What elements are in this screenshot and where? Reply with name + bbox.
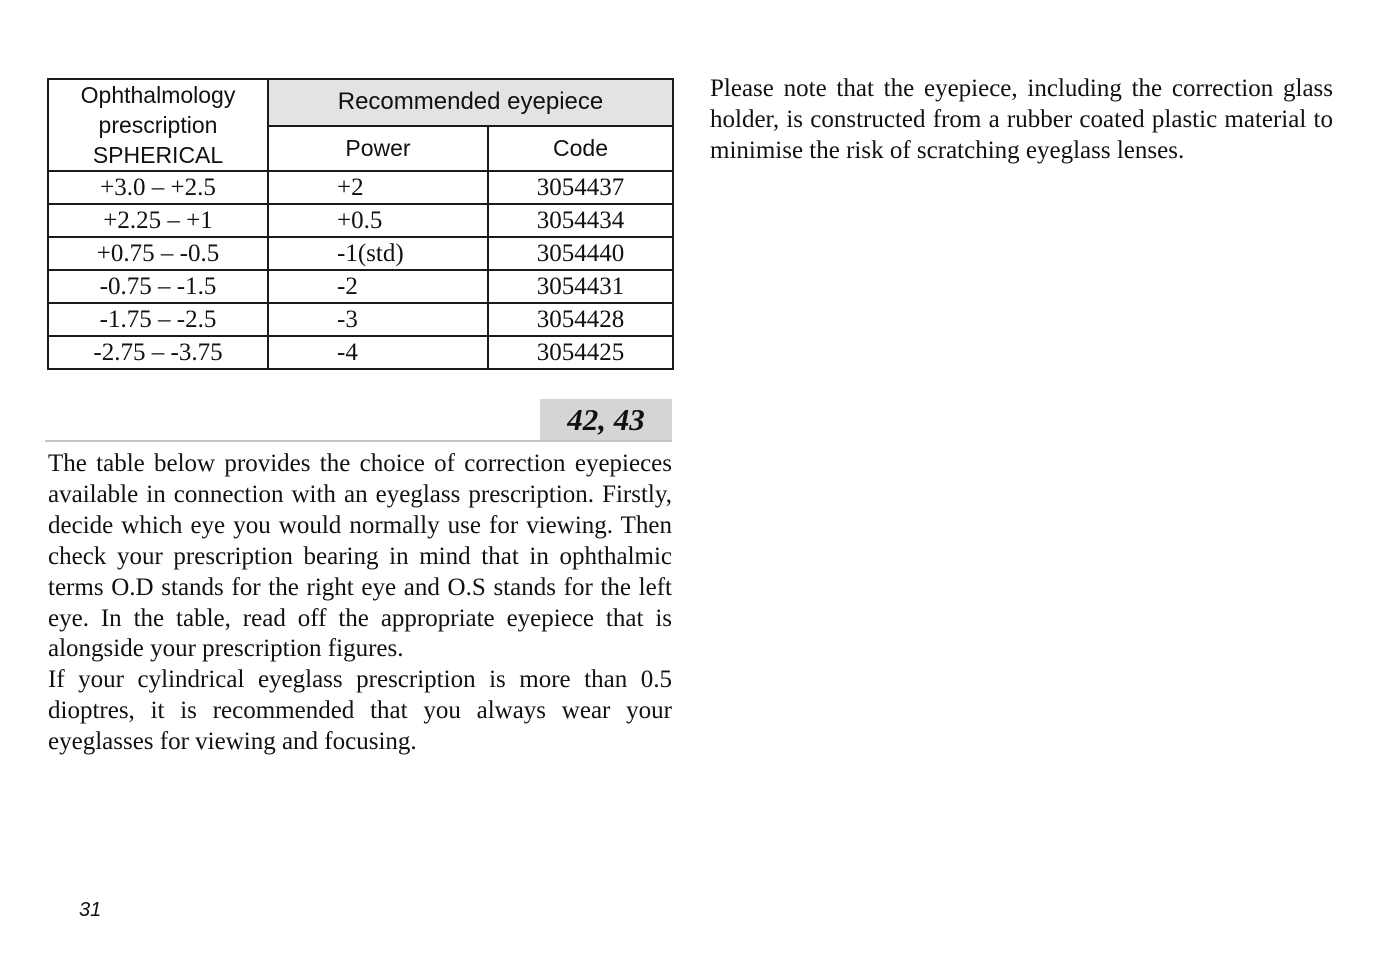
instructions-text: The table below provides the choice of correction eyepieces available in connection with an eyeglass prescription. Firstly, decide which eye you would normally use for viewing. Then check your prescription bearing in mind that in ophthalmic terms O.D stands for the right eye and O.S stands for the left eye. In the table, read off the appropriate eyepiece that is alongside your prescription figures. xyxy=(48,450,672,663)
table-row xyxy=(48,336,673,369)
cylindrical-note-text: If your cylindrical eyeglass prescription is more than 0.5 dioptres, it is recommended that you always wear your eyeglasses for viewing and focusing. xyxy=(48,666,672,756)
table-row xyxy=(48,270,673,303)
prescription-cell: -1.75 – -2.5 xyxy=(48,303,268,336)
code-cell: 3054431 xyxy=(488,270,673,303)
prescription-cell: -0.75 – -1.5 xyxy=(48,270,268,303)
prescription-cell: +0.75 – -0.5 xyxy=(48,237,268,270)
prescription-header-line: SPHERICAL xyxy=(92,142,224,168)
code-cell: 3054437 xyxy=(488,171,673,204)
material-note-paragraph: Please note that the eyepiece, including the correction glass holder, is constructed from a rubber coated plastic material to minimise the risk of scratching eyeglass lenses. xyxy=(710,75,1333,164)
prescription-header xyxy=(48,79,268,171)
recommended-eyepiece-header: Recommended eyepiece xyxy=(268,79,673,126)
table-row xyxy=(48,171,673,204)
power-header: Power xyxy=(268,126,488,172)
prescription-cell: -2.75 – -3.75 xyxy=(48,336,268,369)
instructions-paragraph xyxy=(48,449,672,758)
eyepiece-table xyxy=(47,78,674,370)
code-cell: 3054434 xyxy=(488,204,673,237)
power-cell: -3 xyxy=(268,303,488,336)
code-header: Code xyxy=(488,126,673,172)
power-cell: -2 xyxy=(268,270,488,303)
power-cell: -4 xyxy=(268,336,488,369)
power-cell: +0.5 xyxy=(268,204,488,237)
section-divider xyxy=(45,440,672,442)
prescription-cell: +2.25 – +1 xyxy=(48,204,268,237)
section-reference-badge: 42, 43 xyxy=(540,399,672,440)
power-cell: +2 xyxy=(268,171,488,204)
code-cell: 3054440 xyxy=(488,237,673,270)
prescription-header-line: prescription xyxy=(98,112,218,138)
power-cell: -1(std) xyxy=(268,237,488,270)
table-row xyxy=(48,237,673,270)
prescription-header-line: Ophthalmology xyxy=(80,82,236,108)
page-number: 31 xyxy=(79,899,102,921)
table-row xyxy=(48,204,673,237)
table-row xyxy=(48,303,673,336)
code-cell: 3054425 xyxy=(488,336,673,369)
prescription-cell: +3.0 – +2.5 xyxy=(48,171,268,204)
code-cell: 3054428 xyxy=(488,303,673,336)
